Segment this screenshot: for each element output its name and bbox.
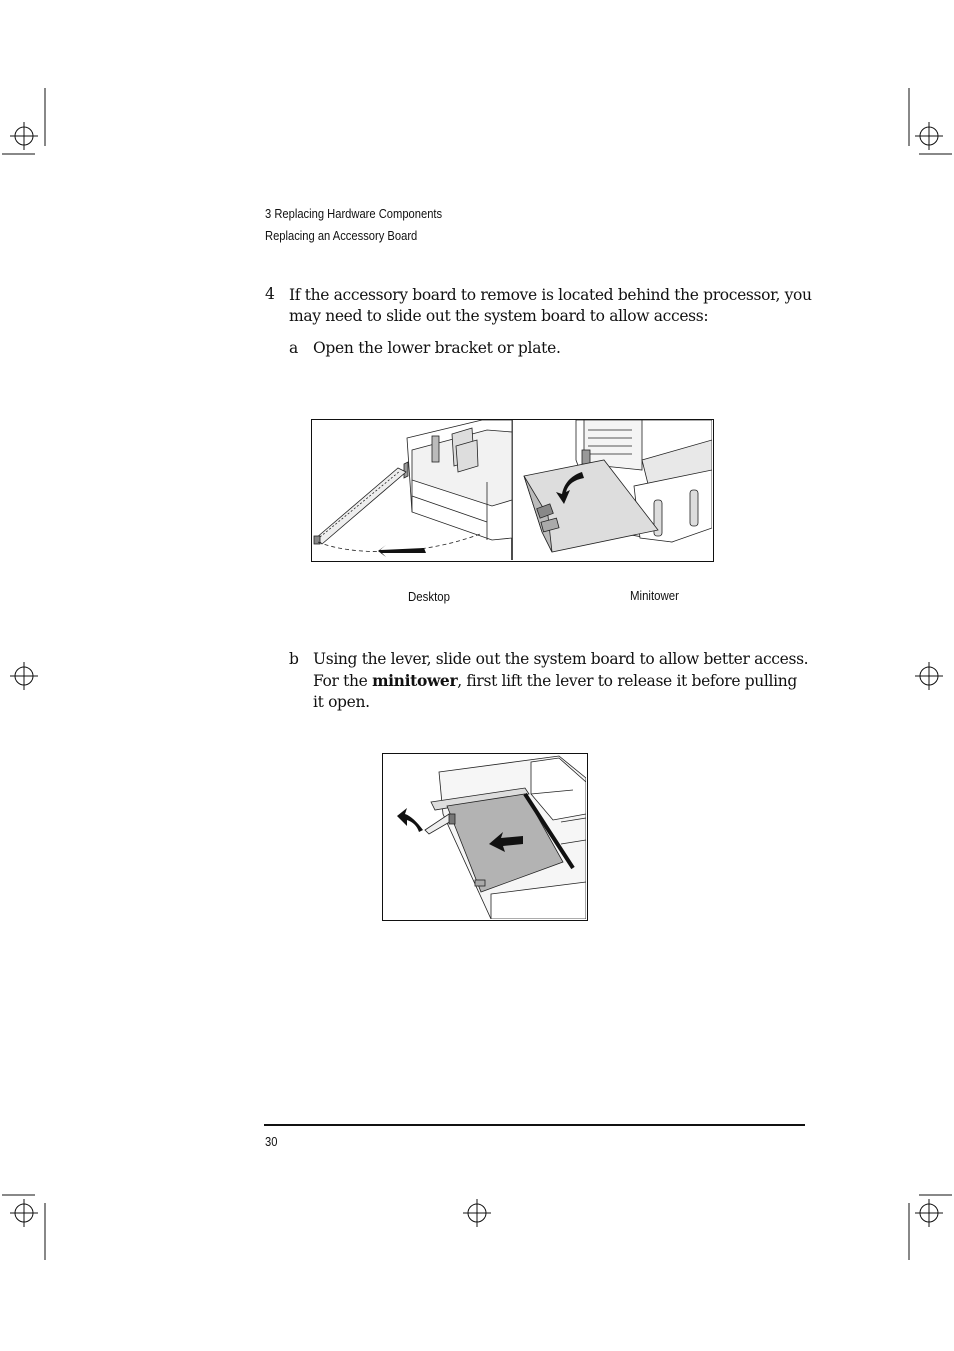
substep-b-letter: b (289, 650, 299, 668)
substep-a-text: Open the lower bracket or plate. (313, 339, 561, 357)
bracket-illustration (312, 420, 712, 560)
substep-b-line-2 (313, 670, 813, 692)
substep-b-text (313, 649, 813, 713)
caption-desktop: Desktop (408, 589, 450, 604)
step-4-text (289, 285, 812, 327)
minitower-emphasis: minitower (372, 671, 458, 690)
step-4-line-2: may need to slide out the system board to allow access: (289, 307, 709, 325)
substep-a-letter: a (289, 339, 299, 357)
running-header-section: Replacing an Accessory Board (265, 228, 418, 243)
minitower-chassis-drawing (524, 420, 712, 552)
running-header-chapter: 3 Replacing Hardware Components (265, 206, 443, 221)
caption-minitower: Minitower (630, 588, 679, 603)
desktop-chassis-drawing (314, 420, 512, 544)
page-number: 30 (265, 1134, 278, 1149)
substep-b-line-1: Using the lever, slide out the system board to allow better access. (313, 650, 809, 668)
step-number: 4 (265, 285, 275, 303)
substep-b-line-2-pre: For the (313, 672, 373, 690)
arrow-lift-icon (397, 808, 423, 832)
substep-b-line-2-post: , first lift the lever to release it before pulling (457, 672, 797, 690)
system-board-illustration (383, 754, 586, 919)
footer-rule (264, 1124, 805, 1126)
figure-open-bracket (311, 419, 714, 562)
arrow-open-icon (378, 545, 426, 557)
step-4-line-1: If the accessory board to remove is located behind the processor, you (289, 286, 812, 304)
substep-b-line-3: it open. (313, 693, 370, 711)
figure-slide-system-board (382, 753, 588, 921)
